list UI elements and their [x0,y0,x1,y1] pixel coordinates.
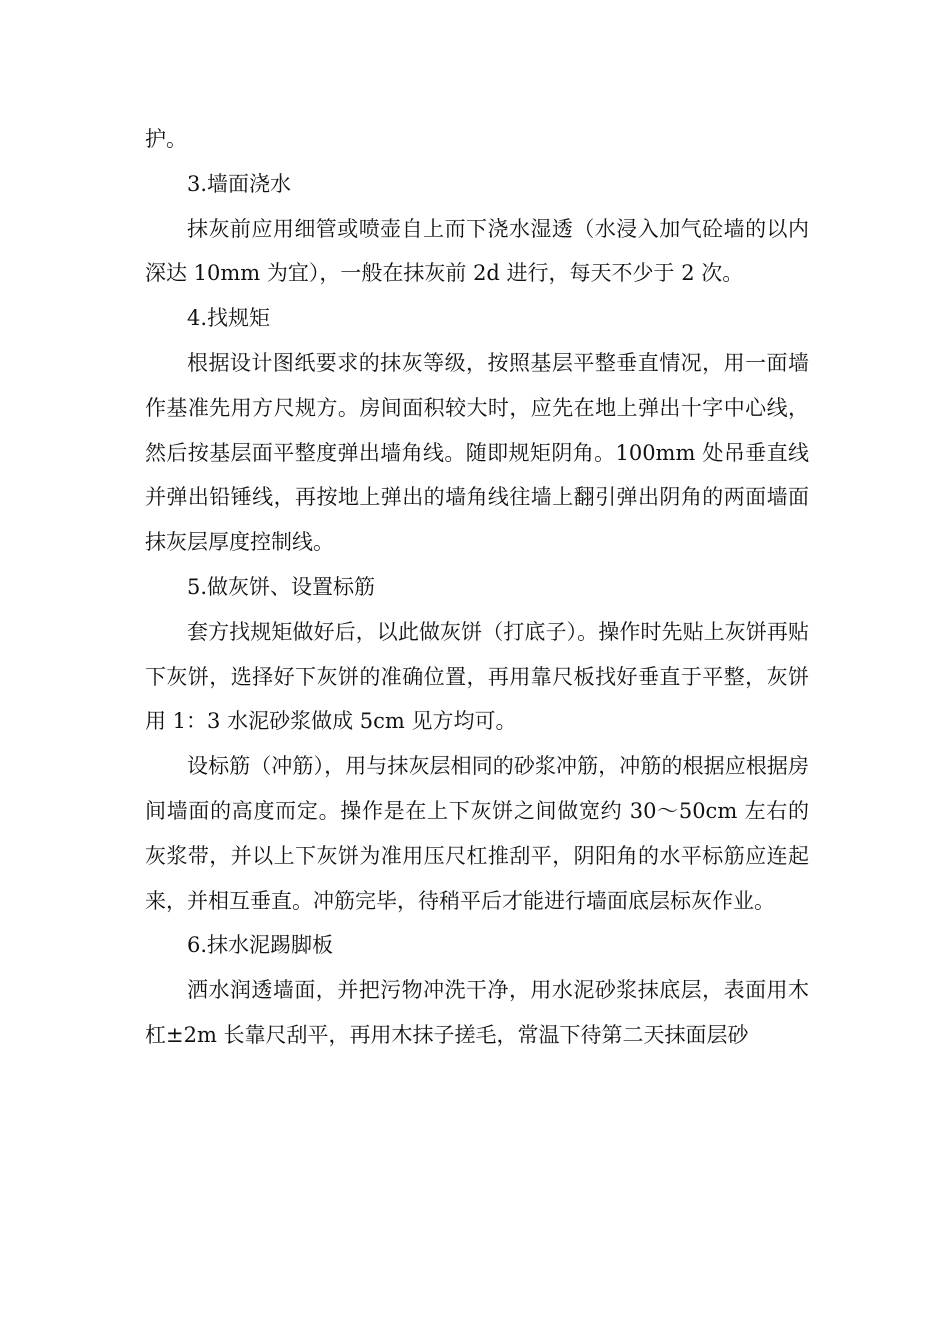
paragraph-find-rules: 根据设计图纸要求的抹灰等级，按照基层平整垂直情况，用一面墙作基准先用方尺规方。房间面积较大时，应先在地上弹出十字中心线，然后按基层面平整度弹出墙角线。随即规矩阴角。100mm 处吊垂直线并弹出铅锤线，再按地上弹出的墙角线往墙上翻引弹出阴角的两面墙面抹灰层厚度控制线。 [145,350,809,555]
section-heading-wall-watering: 3.墙面浇水 [187,171,292,196]
paragraph-wall-watering: 抹灰前应用细管或喷壶自上而下浇水湿透（水浸入加气砼墙的以内深达 10mm 为宜），一般在抹灰前 2d 进行，每天不少于 2 次。 [145,216,809,286]
document-body [145,117,809,1058]
paragraph-skirting: 洒水润透墙面，并把污物冲洗干净，用水泥砂浆抹底层，表面用木杠±2m 长靠尺刮平，再用木抹子搓毛，常温下待第二天抹面层砂 [145,978,809,1047]
paragraph-continuation: 护。 [145,127,187,151]
paragraph-screed-strips: 设标筋（冲筋），用与抹灰层相同的砂浆冲筋，冲筋的根据应根据房间墙面的高度而定。操作是在上下灰饼之间做宽约 30～50cm 左右的灰浆带，并以上下灰饼为准用压尺杠推刮平，阴阳角的水平标筋应连起来，并相互垂直。冲筋完毕，待稍平后才能进行墙面底层标灰作业。 [145,754,809,913]
section-heading-plaster-cakes: 5.做灰饼、设置标筋 [187,574,376,599]
paragraph-plaster-cakes: 套方找规矩做好后，以此做灰饼（打底子）。操作时先贴上灰饼再贴下灰饼，选择好下灰饼的准确位置，再用靠尺板找好垂直于平整，灰饼用 1：3 水泥砂浆做成 5cm 见方均可。 [145,619,809,734]
section-heading-find-rules: 4.找规矩 [187,306,271,331]
section-heading-skirting: 6.抹水泥踢脚板 [187,933,334,958]
